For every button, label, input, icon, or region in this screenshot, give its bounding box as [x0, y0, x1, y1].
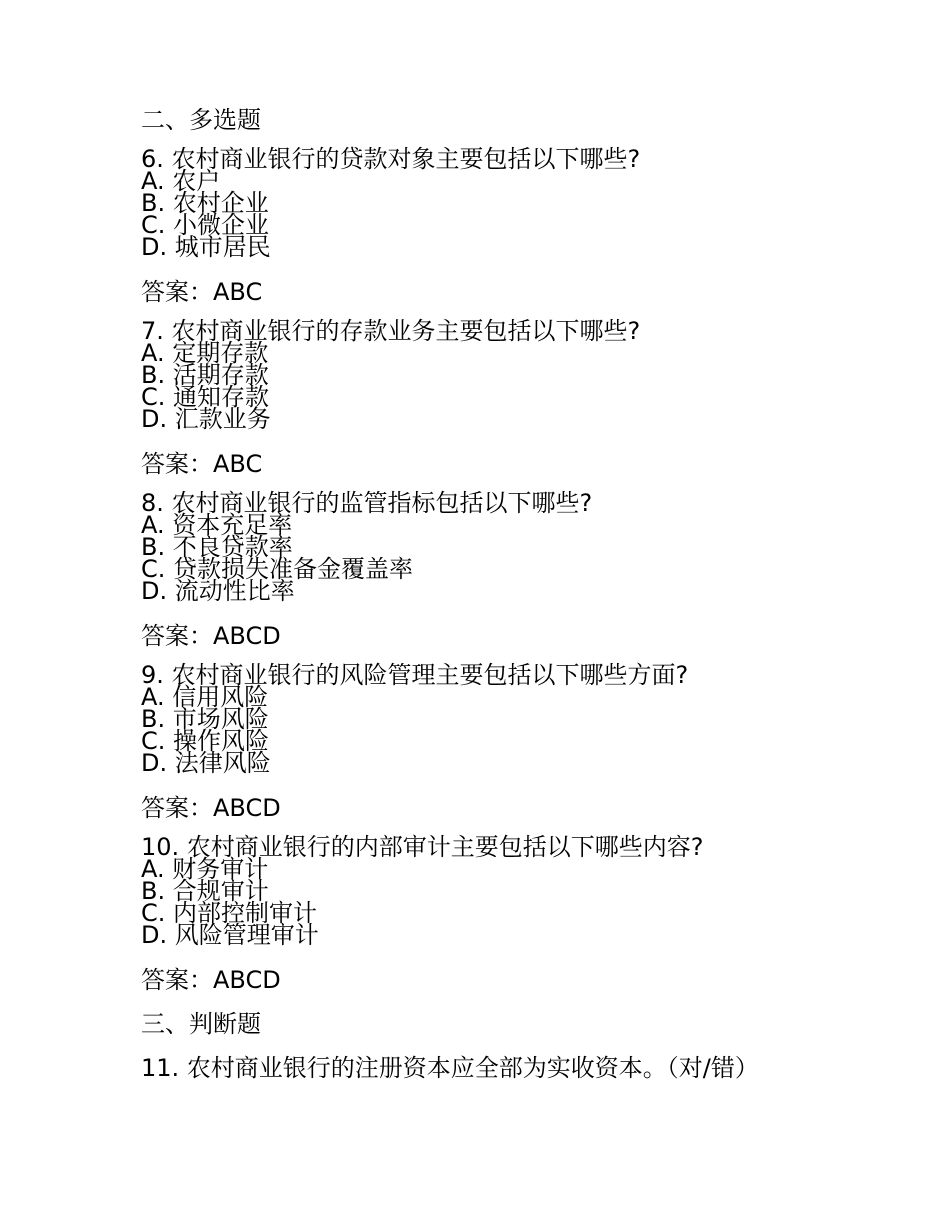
question-8: [141, 489, 921, 605]
answer-8: 答案：ABCD: [141, 622, 281, 650]
option-b: B. 农村企业: [141, 189, 269, 217]
option-c: C. 操作风险: [141, 727, 270, 755]
option-b: B. 活期存款: [141, 361, 269, 389]
question-11: 11. 农村商业银行的注册资本应全部为实收资本。（对/错）: [141, 1054, 759, 1082]
question-stem: 9. 农村商业银行的风险管理主要包括以下哪些方面?: [141, 661, 689, 689]
question-stem: 6. 农村商业银行的贷款对象主要包括以下哪些?: [141, 145, 641, 173]
question-stem: 10. 农村商业银行的内部审计主要包括以下哪些内容?: [141, 833, 704, 861]
option-d: D. 风险管理审计: [141, 921, 319, 949]
option-c: C. 小微企业: [141, 211, 270, 239]
option-a: A. 信用风险: [141, 683, 269, 711]
option-d: D. 流动性比率: [141, 577, 295, 605]
answer-10: 答案：ABCD: [141, 966, 281, 994]
question-stem: 8. 农村商业银行的监管指标包括以下哪些?: [141, 489, 593, 517]
question-9: [141, 661, 921, 777]
option-a: A. 农户: [141, 167, 221, 195]
section-title-multiple-choice: 二、多选题: [141, 106, 261, 134]
option-d: D. 法律风险: [141, 749, 271, 777]
document-page: [141, 104, 921, 1084]
question-stem: 7. 农村商业银行的存款业务主要包括以下哪些?: [141, 317, 641, 345]
question-6: [141, 145, 921, 261]
question-7: [141, 317, 921, 433]
option-c: C. 内部控制审计: [141, 899, 318, 927]
option-a: A. 财务审计: [141, 855, 269, 883]
option-d: D. 汇款业务: [141, 405, 271, 433]
option-a: A. 资本充足率: [141, 511, 293, 539]
answer-9: 答案：ABCD: [141, 794, 281, 822]
answer-7: 答案：ABC: [141, 450, 263, 478]
option-b: B. 不良贷款率: [141, 533, 293, 561]
option-d: D. 城市居民: [141, 233, 271, 261]
option-a: A. 定期存款: [141, 339, 269, 367]
option-c: C. 贷款损失准备金覆盖率: [141, 555, 414, 583]
option-c: C. 通知存款: [141, 383, 270, 411]
answer-6: 答案：ABC: [141, 278, 263, 306]
section-title-true-false: 三、判断题: [141, 1010, 261, 1038]
option-b: B. 合规审计: [141, 877, 269, 905]
option-b: B. 市场风险: [141, 705, 269, 733]
question-10: [141, 833, 921, 949]
